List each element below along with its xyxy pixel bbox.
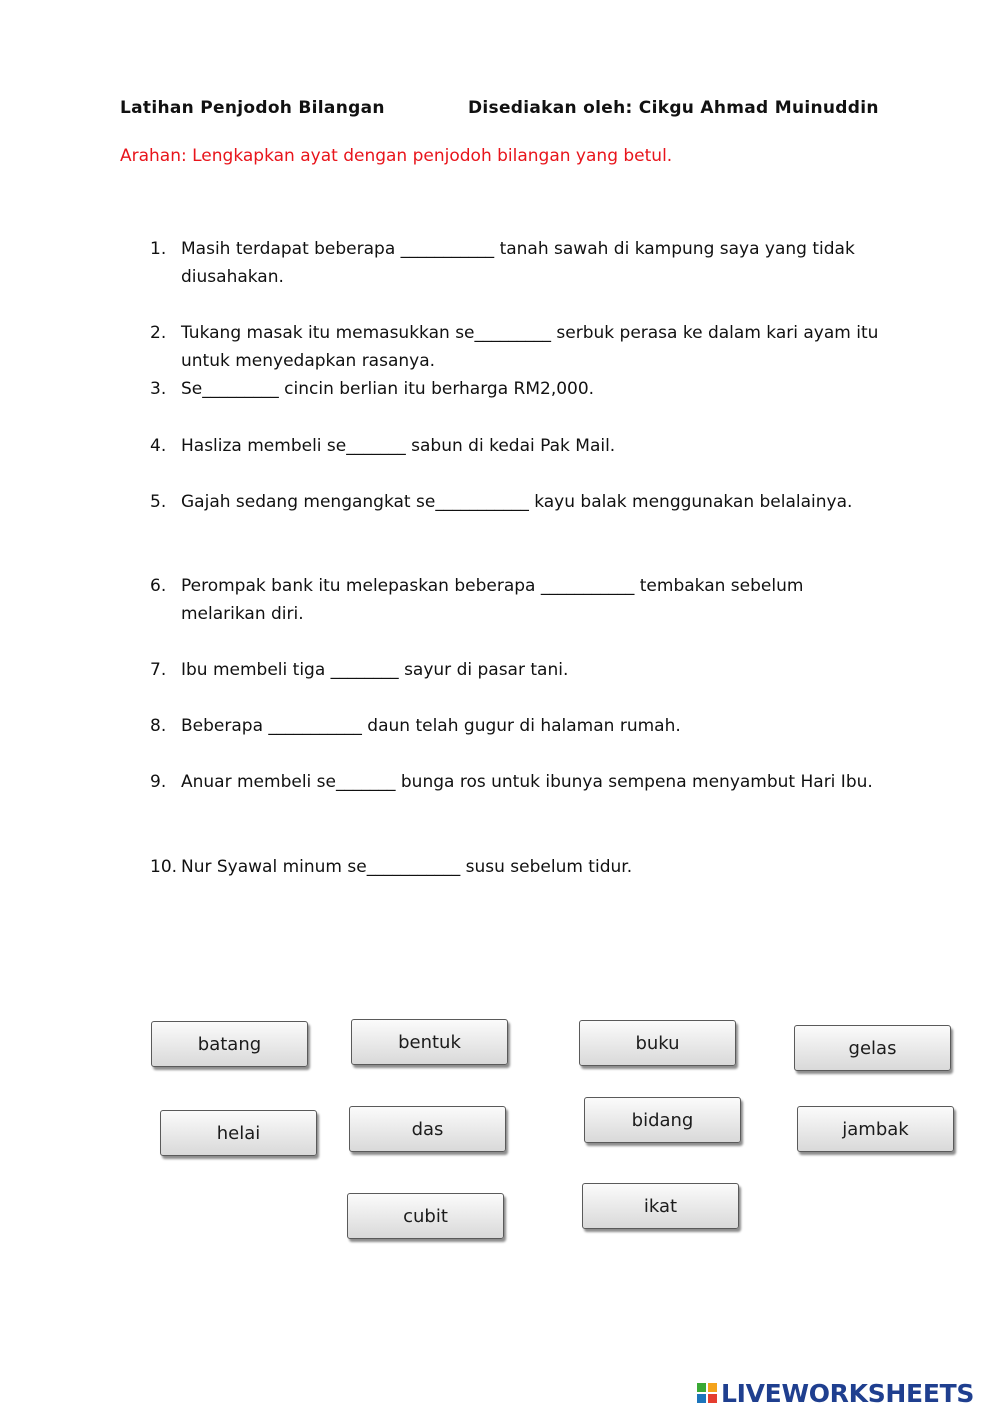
- word-tile-gelas[interactable]: gelas: [794, 1025, 951, 1071]
- question-7: [150, 656, 890, 684]
- question-text: Masih terdapat beberapa ___________ tanah sawah di kampung saya yang tidak diusahakan.: [181, 239, 855, 287]
- question-number: 10.: [150, 857, 178, 877]
- word-tile-ikat[interactable]: ikat: [582, 1183, 739, 1229]
- question-text: Gajah sedang mengangkat se___________ kayu balak menggunakan belalainya.: [181, 492, 853, 512]
- question-9: [150, 768, 890, 796]
- question-10: [150, 853, 890, 881]
- question-1: [150, 235, 890, 291]
- question-text: Beberapa ___________ daun telah gugur di halaman rumah.: [181, 716, 681, 736]
- brand-wordmark: LIVEWORKSHEETS: [721, 1378, 975, 1408]
- word-tile-bidang[interactable]: bidang: [584, 1097, 741, 1143]
- question-number: 2.: [150, 323, 167, 343]
- question-text: Tukang masak itu memasukkan se_________ serbuk perasa ke dalam kari ayam itu untuk menyedapkan rasanya.: [181, 323, 879, 371]
- question-3: [150, 375, 890, 403]
- question-number: 4.: [150, 436, 167, 456]
- question-text: Nur Syawal minum se___________ susu sebelum tidur.: [181, 857, 633, 877]
- word-tile-batang[interactable]: batang: [151, 1021, 308, 1067]
- question-8: [150, 712, 890, 740]
- question-number: 3.: [150, 379, 167, 399]
- question-number: 6.: [150, 576, 167, 596]
- question-text: Hasliza membeli se_______ sabun di kedai Pak Mail.: [181, 436, 616, 456]
- author-credit: Disediakan oleh: Cikgu Ahmad Muinuddin: [468, 98, 879, 118]
- question-text: Anuar membeli se_______ bunga ros untuk ibunya sempena menyambut Hari Ibu.: [181, 772, 873, 792]
- question-number: 7.: [150, 660, 167, 680]
- logo-square: [697, 1394, 706, 1403]
- worksheet-title: Latihan Penjodoh Bilangan: [120, 98, 385, 118]
- liveworksheets-logo-icon: [697, 1383, 717, 1403]
- word-tile-cubit[interactable]: cubit: [347, 1193, 504, 1239]
- question-4: [150, 432, 890, 460]
- question-text: Perompak bank itu melepaskan beberapa ___________ tembakan sebelum melarikan diri.: [181, 576, 804, 624]
- question-text: Se_________ cincin berlian itu berharga RM2,000.: [181, 379, 595, 399]
- liveworksheets-brand[interactable]: [697, 1378, 974, 1408]
- question-2: [150, 319, 890, 375]
- question-number: 9.: [150, 772, 167, 792]
- question-number: 5.: [150, 492, 167, 512]
- word-tile-das[interactable]: das: [349, 1106, 506, 1152]
- logo-square: [708, 1394, 717, 1403]
- instruction-text: Arahan: Lengkapkan ayat dengan penjodoh bilangan yang betul.: [120, 146, 673, 166]
- word-tile-bentuk[interactable]: bentuk: [351, 1019, 508, 1065]
- question-text: Ibu membeli tiga ________ sayur di pasar tani.: [181, 660, 569, 680]
- question-number: 8.: [150, 716, 167, 736]
- logo-square: [708, 1383, 717, 1392]
- word-tile-helai[interactable]: helai: [160, 1110, 317, 1156]
- question-5: [150, 488, 890, 516]
- logo-square: [697, 1383, 706, 1392]
- word-tile-buku[interactable]: buku: [579, 1020, 736, 1066]
- word-tile-jambak[interactable]: jambak: [797, 1106, 954, 1152]
- question-number: 1.: [150, 239, 167, 259]
- question-6: [150, 572, 890, 628]
